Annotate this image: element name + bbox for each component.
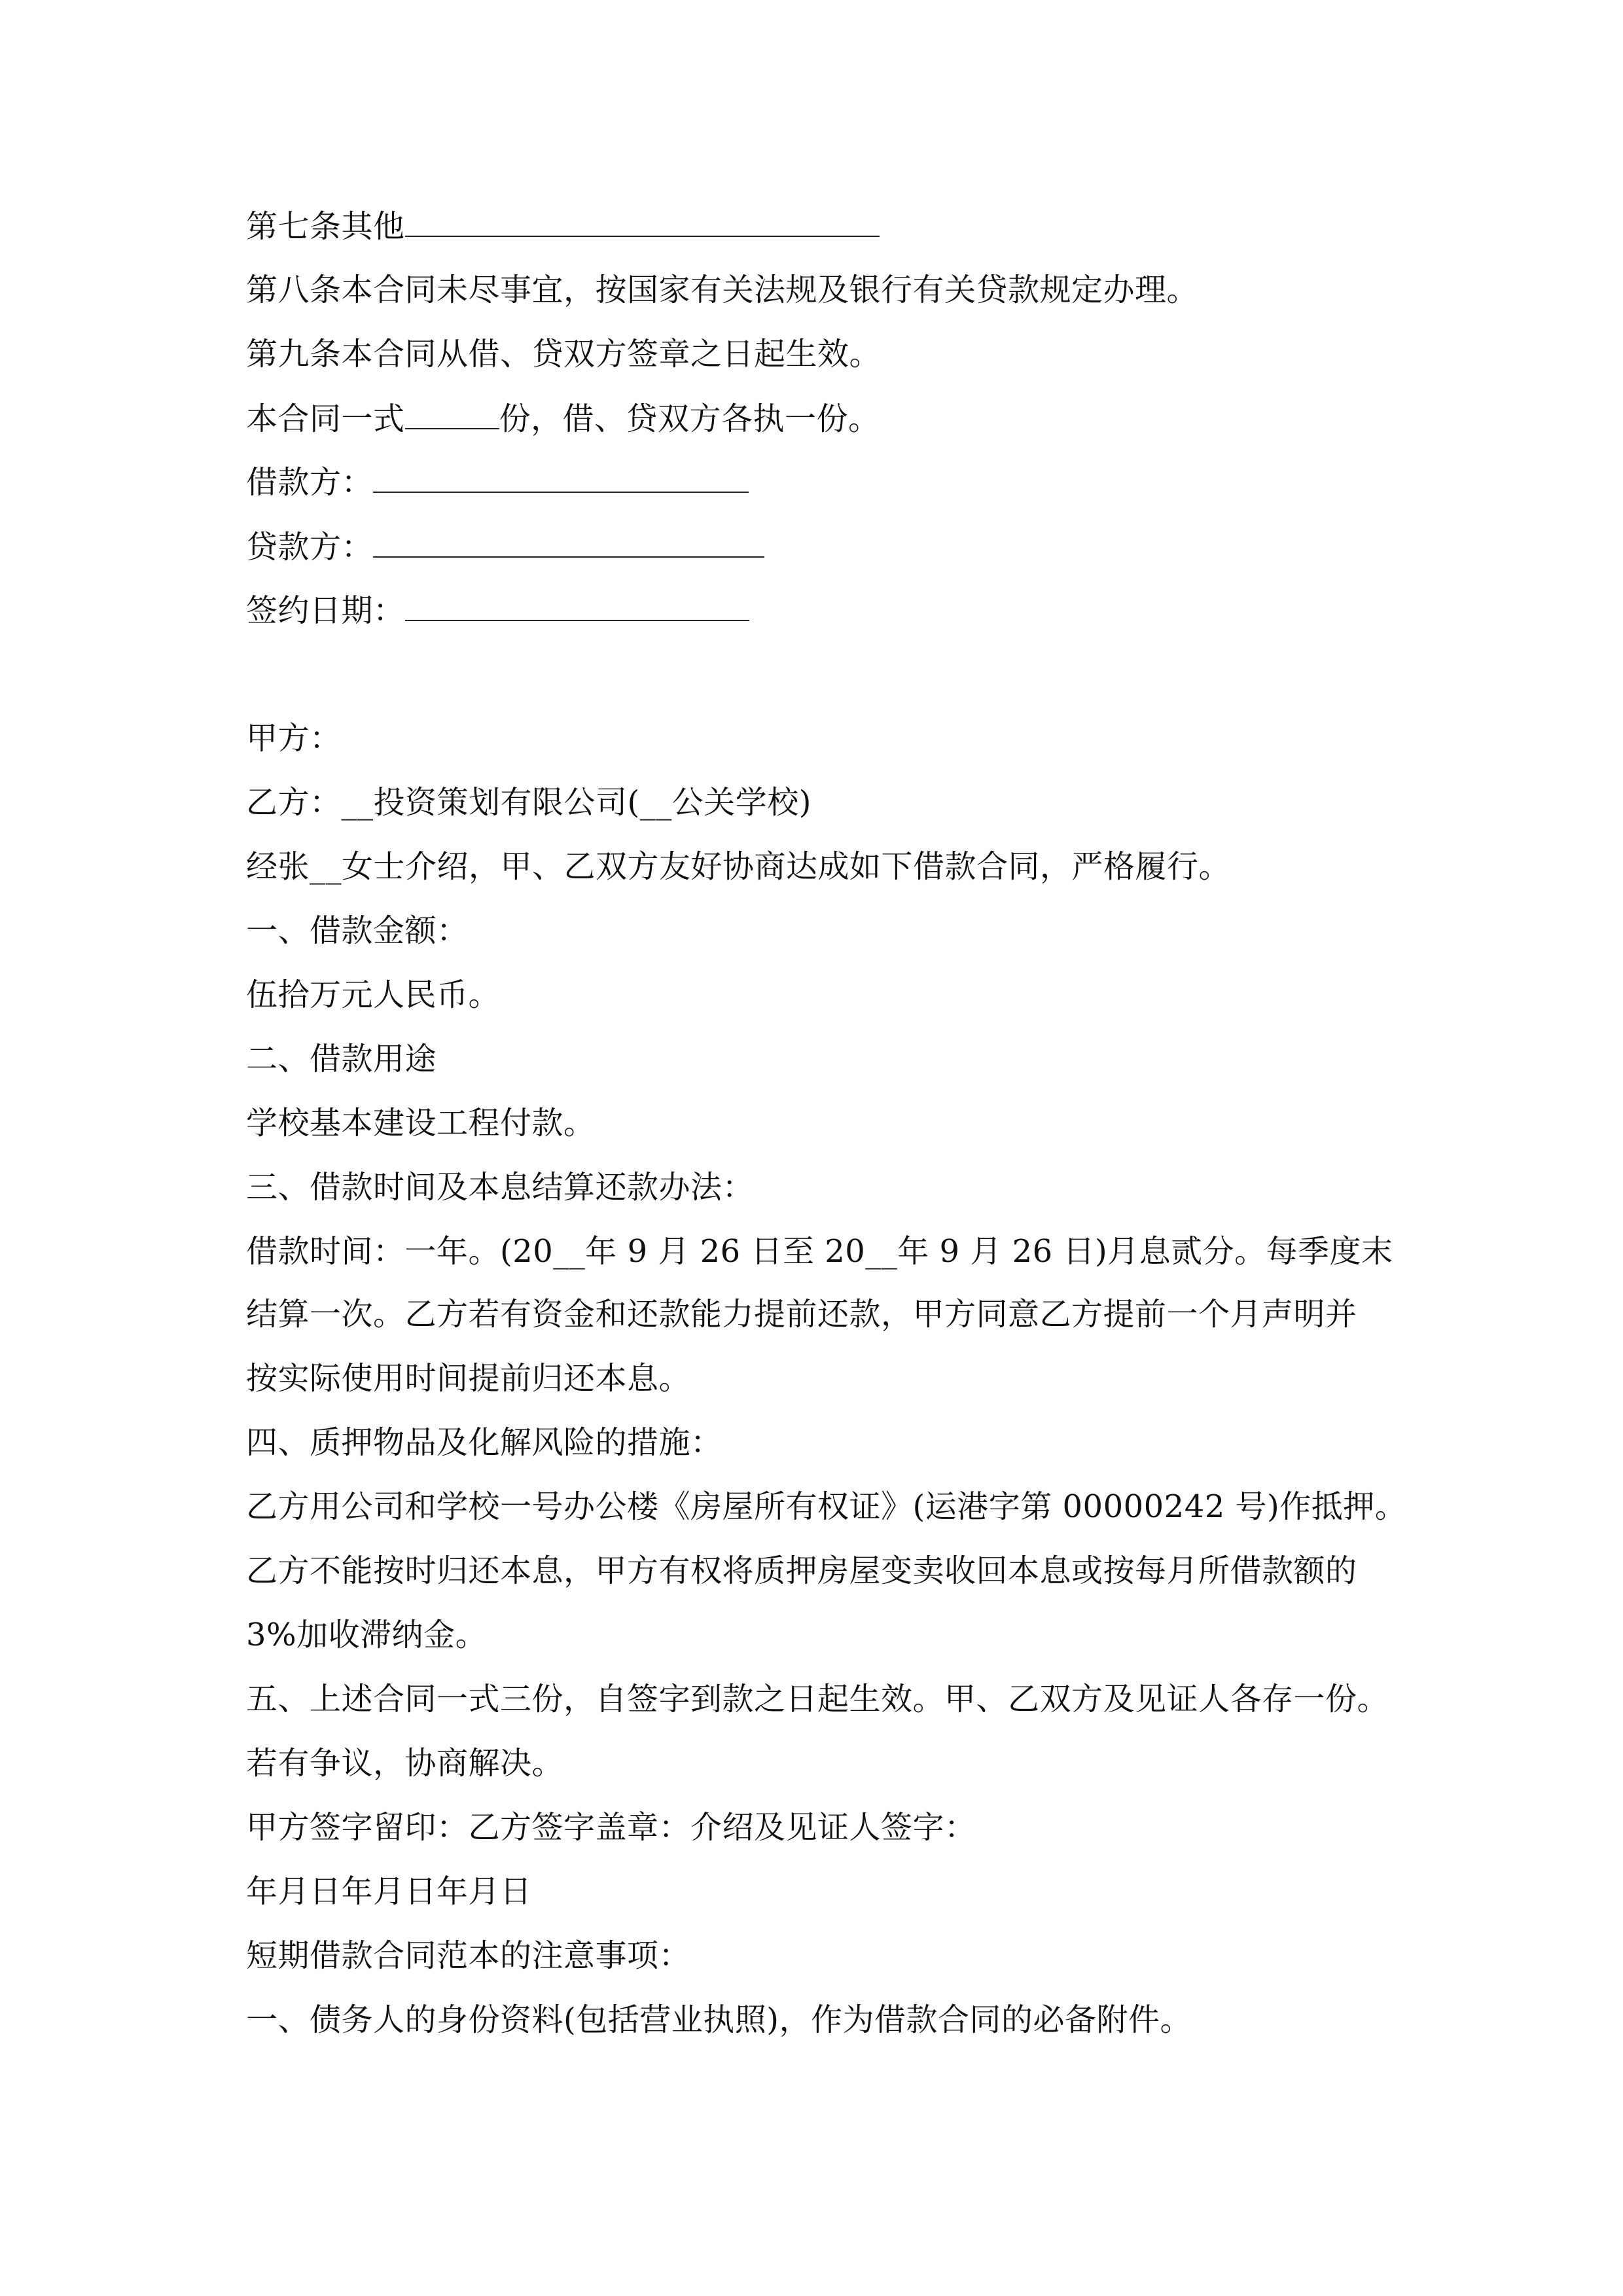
notes-title: 短期借款合同范本的注意事项： [246,1937,691,1974]
lender-blank [373,528,764,558]
intro-line: 经张__女士介绍，甲、乙双方友好协商达成如下借款合同，严格履行。 [246,848,1231,885]
copies-blank [405,399,499,429]
section-3-body-2: 结算一次。乙方若有资金和还款能力提前还款，甲方同意乙方提前一个月声明并 [246,1296,1357,1333]
section-4-title: 四、质押物品及化解风险的措施： [246,1424,722,1461]
section-1-title: 一、借款金额： [246,912,469,949]
section-4-body-1: 乙方用公司和学校一号办公楼《房屋所有权证》(运港字第 00000242 号)作抵押。 [246,1488,1407,1525]
borrower-blank [373,463,749,493]
signatures-line: 甲方签字留印：乙方签字盖章：介绍及见证人签字： [246,1809,976,1846]
notes-item-1: 一、债务人的身份资料(包括营业执照)，作为借款合同的必备附件。 [246,2001,1192,2038]
section-3-body-1: 借款时间：一年。(20__年 9 月 26 日至 20__年 9 月 26 日)月息贰分。每季度末 [246,1233,1393,1270]
section-4-body-2: 乙方不能按时归还本息，甲方有权将质押房屋变卖收回本息或按每月所借款额的 [246,1552,1357,1589]
article-7-line [246,207,880,246]
sign-date-blank [405,591,749,621]
copies-prefix: 本合同一式 [246,401,405,437]
lender-line [246,528,764,567]
party-a-line: 甲方： [246,720,342,757]
sign-date-line [246,591,749,630]
section-2-body: 学校基本建设工程付款。 [246,1105,596,1141]
section-3-title: 三、借款时间及本息结算还款办法： [246,1169,755,1206]
sign-date-label: 签约日期： [246,592,405,629]
article-8-line: 第八条本合同未尽事宜，按国家有关法规及银行有关贷款规定办理。 [246,272,1199,308]
section-5-body-1: 五、上述合同一式三份，自签字到款之日起生效。甲、乙双方及见证人各存一份。 [246,1681,1389,1717]
party-b-line: 乙方：__投资策划有限公司(__公关学校) [246,784,812,821]
article-7-text: 第七条其他 [246,208,405,245]
section-3-body-3: 按实际使用时间提前归还本息。 [246,1360,691,1397]
copies-line [246,399,880,439]
copies-suffix: 份，借、贷双方各执一份。 [499,401,880,437]
dates-line: 年月日年月日年月日 [246,1873,532,1910]
borrower-line [246,463,749,502]
section-4-body-3: 3%加收滞纳金。 [246,1617,488,1653]
section-2-title: 二、借款用途 [246,1041,437,1077]
article-9-line: 第九条本合同从借、贷双方签章之日起生效。 [246,336,882,372]
borrower-label: 借款方： [246,464,374,501]
section-5-body-2: 若有争议，协商解决。 [246,1745,564,1782]
lender-label: 贷款方： [246,529,374,565]
section-1-body: 伍拾万元人民币。 [246,977,501,1013]
article-7-blank [405,207,880,237]
